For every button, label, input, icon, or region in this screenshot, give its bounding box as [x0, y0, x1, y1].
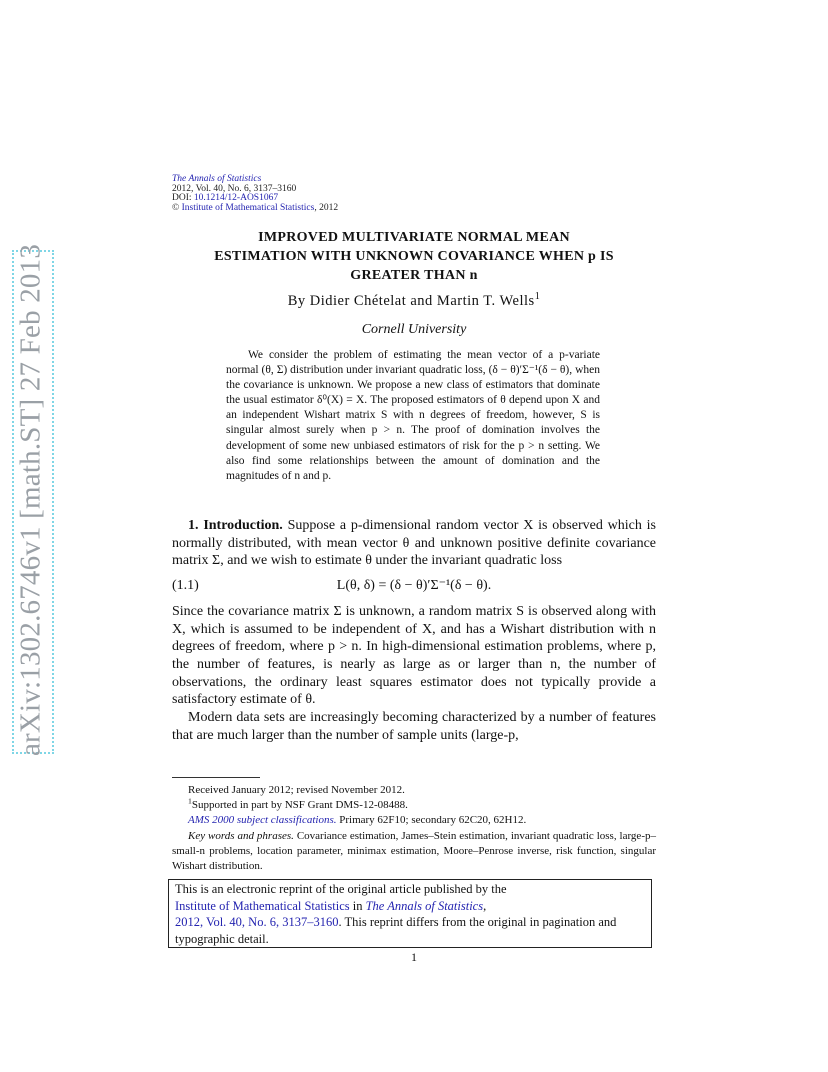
equation-number: (1.1) [172, 578, 199, 594]
support-note: Supported in part by NSF Grant DMS-12-08488. [191, 799, 408, 812]
doi-link[interactable]: 10.1214/12-AOS1067 [193, 193, 279, 204]
intro-paragraph: Suppose a p-dimensional random vector X is observed which is normally distributed, with mean vector θ and unknown positive definite covariance matrix Σ, and we wish to estimate θ under the invariant quadratic loss [172, 518, 657, 569]
reprint-line-1: This is an electronic reprint of the original article published by the [175, 882, 507, 896]
footnote-rule [172, 777, 260, 778]
page-number: 1 [411, 950, 417, 964]
paragraph-2: Since the covariance matrix Σ is unknown, a random matrix S is observed along with X, which is assumed to be independent of X, and has a Wishart distribution with n degrees of freedom, where p > n. In high-dimensional estimation problems, where p, the number of features, is nearly as large as or larger than n, the number of observations, the ordinary least squares estimator does not typically provide a satisfactory estimate of θ. [172, 603, 656, 708]
journal-volume: 2012, Vol. 40, No. 6, 3137–3160 [172, 183, 297, 194]
abstract: We consider the problem of estimating the mean vector of a p-variate normal (θ, Σ) distribution under invariant quadratic loss, (δ − θ)′Σ⁻¹(δ − θ), when the covariance is unknown. We propose a new class of estimators that dominate the usual estimator δ⁰(X) = X. The proposed estimators of θ depend upon X and an independent Wishart matrix S with n degrees of freedom, however, S is singular almost surely when p > n. The proof of domination involves the development of some new unbiased estimators of risk for the p > n setting. We also find some relationships between the amount of domination and the magnitudes of n and p. [226, 349, 600, 482]
equation-1-1 [172, 577, 656, 595]
footnotes [172, 783, 656, 874]
author-footnote-mark[interactable]: 1 [534, 291, 541, 303]
copyright-year: , 2012 [314, 202, 339, 213]
reprint-citation-link[interactable]: 2012, Vol. 40, No. 6, 3137–3160 [175, 915, 339, 929]
body-text [172, 517, 656, 744]
title-line-1: IMPROVED MULTIVARIATE NORMAL MEAN [258, 230, 570, 245]
journal-name-link[interactable]: The Annals of Statistics [172, 174, 262, 184]
support-mark: 1 [188, 796, 192, 806]
keywords-text: Covariance estimation, James–Stein estimation, invariant quadratic loss, large-p–small-n problems, location parameter, minimax estimation, Moore–Penrose inverse, risk function, singular Wishart distribution. [172, 829, 656, 873]
affiliation: Cornell University [361, 322, 467, 337]
ims-link[interactable]: Institute of Mathematical Statistics [181, 202, 315, 213]
authors-line [172, 293, 656, 310]
keywords-label: Key words and phrases. [188, 829, 294, 842]
authors-text: By Didier Chételat and Martin T. Wells [287, 293, 535, 309]
title-line-2: ESTIMATION WITH UNKNOWN COVARIANCE WHEN p IS [214, 249, 614, 264]
reprint-notice [168, 879, 652, 948]
arxiv-identifier[interactable]: arXiv:1302.6746v1 [math.ST] 27 Feb 2013 [14, 243, 47, 757]
equation-body: L(θ, δ) = (δ − θ)′Σ⁻¹(δ − θ). [336, 578, 492, 594]
paper-title [172, 228, 656, 285]
doi-prefix: DOI: [172, 193, 194, 204]
ams-classification-link[interactable]: AMS 2000 subject classifications. [188, 814, 337, 827]
journal-info [172, 175, 338, 213]
title-line-3: GREATER THAN n [350, 268, 478, 283]
received-note: Received January 2012; revised November 2012. [188, 784, 405, 796]
section-heading: 1. Introduction. [188, 518, 283, 533]
reprint-ims-link[interactable]: Institute of Mathematical Statistics [175, 898, 350, 913]
reprint-rest: . This reprint differs from the original in pagination and typographic detail. [175, 915, 617, 946]
reprint-in: in [349, 898, 366, 913]
reprint-journal-link[interactable]: The Annals of Statistics [365, 898, 484, 913]
copyright-symbol: © [172, 202, 180, 213]
reprint-comma: , [483, 898, 487, 913]
paragraph-3: Modern data sets are increasingly becoming characterized by a number of features that are much larger than the number of sample units (large-p, [172, 710, 656, 743]
ams-classification-text: Primary 62F10; secondary 62C20, 62H12. [336, 814, 527, 827]
